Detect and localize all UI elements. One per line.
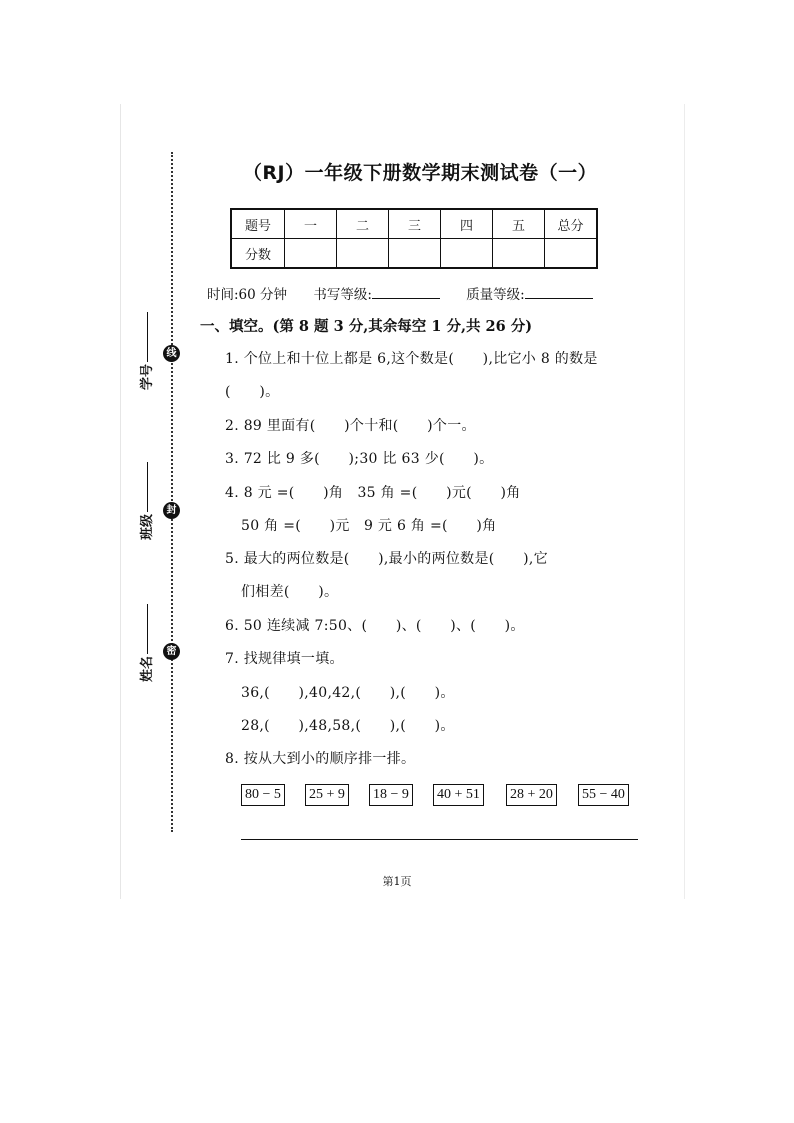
score-table-header-row bbox=[231, 209, 597, 239]
section-heading-1: 一、填空。(第 8 题 3 分,其余每空 1 分,共 26 分) bbox=[200, 318, 533, 335]
score-cell: 分数 bbox=[231, 239, 285, 269]
question-3: 3. 72 比 9 多( );30 比 63 少( )。 bbox=[225, 451, 494, 467]
quality-grade-label: 质量等级: bbox=[466, 287, 525, 303]
page-number: 第1页 bbox=[382, 875, 412, 888]
class-blank[interactable] bbox=[147, 462, 148, 512]
score-cell: 一 bbox=[285, 209, 337, 239]
writing-grade-blank[interactable] bbox=[372, 284, 440, 299]
binding-char-feng: 封 bbox=[163, 502, 180, 519]
quality-grade-blank[interactable] bbox=[525, 284, 593, 299]
score-input-cell[interactable] bbox=[389, 239, 441, 269]
binding-char-mi: 密 bbox=[163, 643, 180, 660]
class-label bbox=[136, 462, 155, 540]
student-number-text: 学号 bbox=[140, 363, 155, 390]
answer-line[interactable] bbox=[241, 839, 638, 840]
question-4-line-2: 50 角 =( )元 9 元 6 角 =( )角 bbox=[241, 518, 497, 534]
score-input-cell[interactable] bbox=[285, 239, 337, 269]
score-cell: 题号 bbox=[231, 209, 285, 239]
binding-char-xian: 线 bbox=[163, 345, 180, 362]
question-8: 8. 按从大到小的顺序排一排。 bbox=[225, 751, 416, 767]
expression-box: 80 − 5 bbox=[241, 784, 285, 806]
page-frame-left bbox=[120, 104, 121, 899]
question-1-line-1: 1. 个位上和十位上都是 6,这个数是( ),比它小 8 的数是 bbox=[225, 351, 598, 367]
score-cell: 总分 bbox=[545, 209, 598, 239]
expression-box: 55 − 40 bbox=[578, 784, 629, 806]
question-6: 6. 50 连续减 7:50、( )、( )、( )。 bbox=[225, 618, 525, 634]
score-input-cell[interactable] bbox=[493, 239, 545, 269]
expression-box: 25 + 9 bbox=[305, 784, 349, 806]
binding-dotted-line bbox=[171, 152, 173, 832]
question-7-sequence-b: 28,( ),48,58,( ),( )。 bbox=[241, 718, 455, 734]
score-cell: 五 bbox=[493, 209, 545, 239]
writing-grade-label: 书写等级: bbox=[313, 287, 372, 303]
score-table-score-row bbox=[231, 239, 597, 269]
name-label bbox=[136, 604, 155, 682]
student-number-blank[interactable] bbox=[147, 312, 148, 362]
score-cell: 四 bbox=[441, 209, 493, 239]
question-5-line-2: 们相差( )。 bbox=[241, 584, 339, 600]
expression-box: 28 + 20 bbox=[506, 784, 557, 806]
name-blank[interactable] bbox=[147, 604, 148, 654]
question-7: 7. 找规律填一填。 bbox=[225, 651, 344, 667]
score-cell: 二 bbox=[337, 209, 389, 239]
page-title: （RJ）一年级下册数学期末测试卷（一） bbox=[242, 162, 598, 184]
score-input-cell[interactable] bbox=[337, 239, 389, 269]
question-5-line-1: 5. 最大的两位数是( ),最小的两位数是( ),它 bbox=[225, 551, 548, 567]
score-input-cell[interactable] bbox=[545, 239, 598, 269]
time-limit: 时间:60 分钟 bbox=[207, 287, 288, 303]
score-input-cell[interactable] bbox=[441, 239, 493, 269]
question-2: 2. 89 里面有( )个十和( )个一。 bbox=[225, 418, 476, 434]
question-4-line-1: 4. 8 元 =( )角 35 角 =( )元( )角 bbox=[225, 485, 521, 501]
score-table bbox=[230, 208, 598, 269]
name-text: 姓名 bbox=[140, 655, 155, 682]
question-7-sequence-a: 36,( ),40,42,( ),( )。 bbox=[241, 685, 455, 701]
expression-box: 18 − 9 bbox=[369, 784, 413, 806]
student-number-label bbox=[136, 312, 155, 390]
exam-info bbox=[207, 283, 593, 303]
score-cell: 三 bbox=[389, 209, 441, 239]
expression-box: 40 + 51 bbox=[433, 784, 484, 806]
page-frame-right bbox=[684, 104, 685, 899]
class-text: 班级 bbox=[140, 513, 155, 540]
question-1-line-2: ( )。 bbox=[225, 384, 280, 400]
